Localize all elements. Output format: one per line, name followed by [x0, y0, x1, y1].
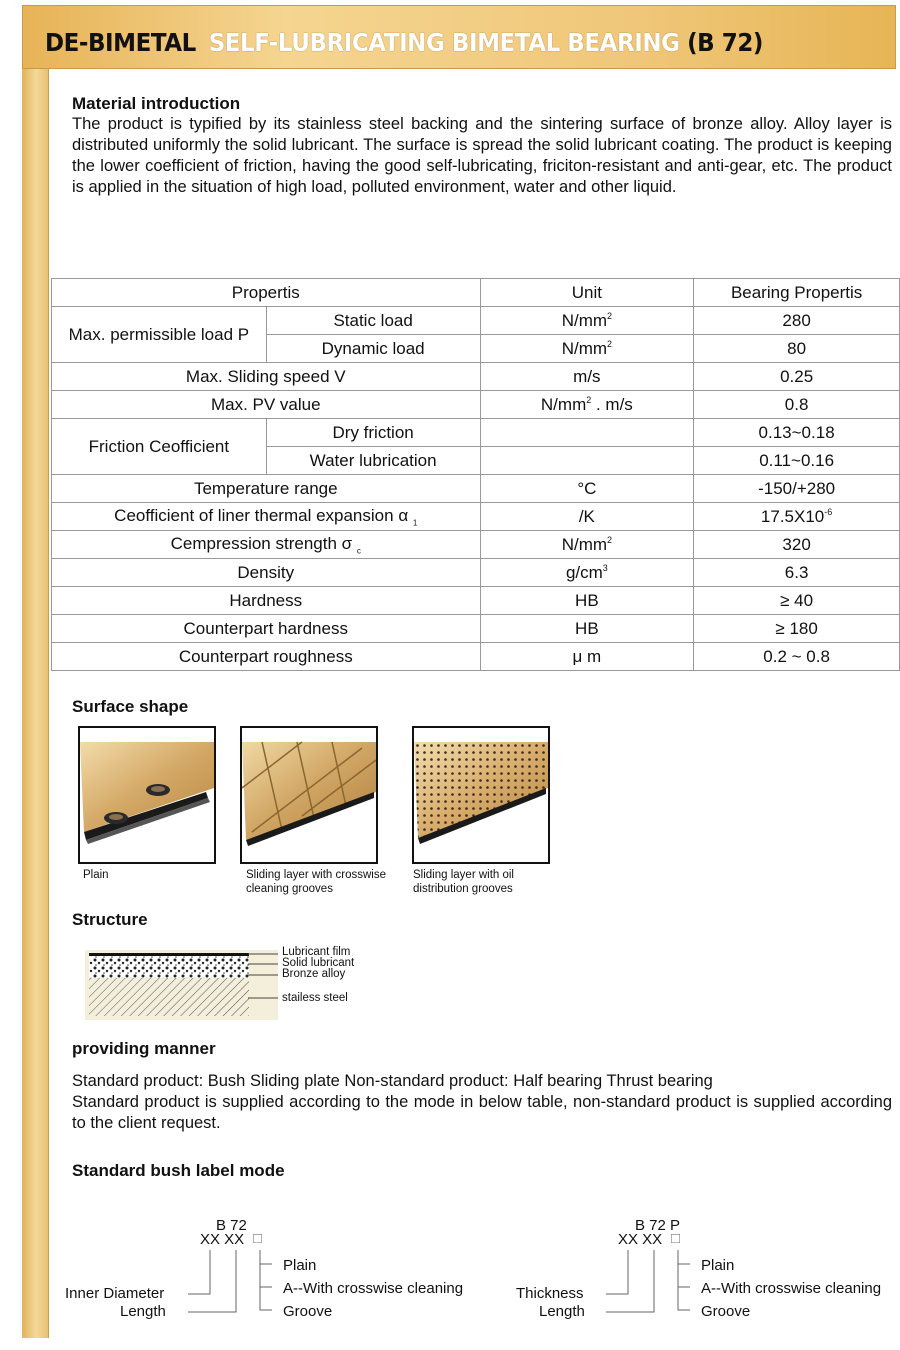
right-opt-plain: Plain — [701, 1257, 735, 1274]
header-properties: Propertis — [52, 279, 481, 307]
left-dim-inner-diameter: Inner Diameter — [65, 1285, 165, 1302]
table-row — [52, 503, 900, 531]
left-opt-plain: Plain — [283, 1257, 317, 1274]
row-label: Dynamic load — [266, 335, 480, 363]
row-unit: μ m — [480, 643, 694, 671]
providing-manner-text — [72, 1071, 892, 1134]
row-value: $17.5X10^{-6}$ — [694, 503, 900, 531]
right-bracket-lines — [606, 1250, 706, 1316]
table-row — [52, 531, 900, 559]
right-dim-thickness: Thickness — [516, 1285, 584, 1302]
table-row — [52, 615, 900, 643]
layer-stainless-steel: stailess steel — [282, 992, 348, 1004]
row-label: Ceofficient of liner thermal expansion α $_1$ — [52, 503, 481, 531]
header-unit: Unit — [480, 279, 694, 307]
row-unit — [480, 419, 694, 447]
right-opt-crosswise: A--With crosswise cleaning — [701, 1280, 882, 1297]
product-code: (B 72) — [687, 28, 763, 57]
row-label: Temperature range — [52, 475, 481, 503]
caption-crosswise: Sliding layer with crosswise cleaning grooves — [246, 869, 386, 895]
row-unit: m/s — [480, 363, 694, 391]
row-label: Counterpart hardness — [52, 615, 481, 643]
table-row — [52, 587, 900, 615]
row-unit: °C — [480, 475, 694, 503]
row-unit: $N/mm^2$ — [480, 335, 694, 363]
table-row — [52, 559, 900, 587]
intro-text: The product is typified by its stainless steel backing and the sintering surface of bronze alloy. Alloy layer is distributed uniformly the solid lubricant. The surface is spread the solid lubricant coating. The product is keeping the lower coefficient of friction, having the good self-lubricating, friciton-resistant and anti-gear, etc. The product is applied in the situation of high load, polluted environment, water and other liquid. — [72, 115, 892, 196]
row-value: ≥ 180 — [694, 615, 900, 643]
row-value: 0.13~0.18 — [694, 419, 900, 447]
row-value: 0.8 — [694, 391, 900, 419]
row-label: Max. PV value — [52, 391, 481, 419]
plain-surface-image — [78, 726, 216, 864]
caption-oil-grooves: Sliding layer with oil distribution grooves — [413, 869, 514, 895]
left-xx: XX XX — [200, 1231, 245, 1248]
oil-distribution-grooves-image — [412, 726, 550, 864]
table-row — [52, 307, 900, 335]
caption-plain: Plain — [83, 869, 109, 881]
row-unit: $N/mm^2$ — [480, 307, 694, 335]
header-bearing-properties: Bearing Propertis — [694, 279, 900, 307]
row-unit: $g/cm^3$ — [480, 559, 694, 587]
layer-solid-lubricant: Solid lubricant — [282, 957, 355, 969]
row-value: 6.3 — [694, 559, 900, 587]
row-label: Dry friction — [266, 419, 480, 447]
table-row — [52, 643, 900, 671]
row-unit: $N/mm^2$ — [480, 531, 694, 559]
row-unit: /K — [480, 503, 694, 531]
page-title — [45, 28, 763, 57]
friction-group-label: Friction Ceofficient — [52, 419, 267, 475]
surface-shape-heading: Surface shape — [72, 697, 189, 716]
left-bracket-lines — [188, 1250, 288, 1316]
row-value: 320 — [694, 531, 900, 559]
left-code: B 72 — [216, 1217, 247, 1234]
title-bar — [22, 5, 896, 69]
row-unit: $N/mm^2$ . m/s — [480, 391, 694, 419]
providing-line-1: Standard product: Bush Sliding plate Non-standard product: Half bearing Thrust bearing — [72, 1072, 713, 1090]
product-title: SELF-LUBRICATING BIMETAL BEARING — [208, 28, 680, 57]
left-dim-length: Length — [120, 1303, 166, 1320]
row-unit: HB — [480, 615, 694, 643]
row-value: 0.11~0.16 — [694, 447, 900, 475]
right-xx: XX XX — [618, 1231, 663, 1248]
table-row — [52, 475, 900, 503]
providing-line-2: Standard product is supplied according to the mode in below table, non-standard product is supplied according to the client request. — [72, 1093, 892, 1132]
row-label: Max. Sliding speed V — [52, 363, 481, 391]
structure-leader-lines — [248, 950, 280, 1010]
row-value: ≥ 40 — [694, 587, 900, 615]
row-value: 80 — [694, 335, 900, 363]
intro-heading: Material introduction — [72, 94, 241, 113]
left-opt-groove: Groove — [283, 1303, 333, 1320]
left-decorative-bar — [22, 66, 49, 1338]
crosswise-grooves-image — [240, 726, 378, 864]
row-value: 280 — [694, 307, 900, 335]
row-value: -150/+280 — [694, 475, 900, 503]
left-opt-crosswise: A--With crosswise cleaning — [283, 1280, 464, 1297]
properties-table — [51, 278, 900, 671]
layer-lubricant-film: Lubricant film — [282, 946, 351, 958]
row-unit — [480, 447, 694, 475]
material-introduction — [72, 94, 892, 198]
row-label: Hardness — [52, 587, 481, 615]
right-code: B 72 P — [635, 1217, 681, 1234]
table-row — [52, 419, 900, 447]
structure-heading: Structure — [72, 910, 148, 929]
right-opt-groove: Groove — [701, 1303, 751, 1320]
row-label: Cempression strength σ $_c$ — [52, 531, 481, 559]
load-group-label: Max. permissible load P — [52, 307, 267, 363]
right-dim-length: Length — [539, 1303, 585, 1320]
left-box-icon: □ — [253, 1230, 263, 1247]
row-label: Density — [52, 559, 481, 587]
providing-manner-heading: providing manner — [72, 1039, 216, 1058]
table-row — [52, 391, 900, 419]
row-value: 0.25 — [694, 363, 900, 391]
table-row — [52, 363, 900, 391]
row-label: Static load — [266, 307, 480, 335]
label-mode-heading: Standard bush label mode — [72, 1161, 285, 1180]
row-label: Water lubrication — [266, 447, 480, 475]
right-box-icon: □ — [671, 1230, 681, 1247]
row-value: 0.2 ~ 0.8 — [694, 643, 900, 671]
row-unit: HB — [480, 587, 694, 615]
row-label: Counterpart roughness — [52, 643, 481, 671]
brand-name: DE-BIMETAL — [45, 28, 196, 57]
layer-bronze-alloy: Bronze alloy — [282, 968, 346, 980]
table-header-row — [52, 279, 900, 307]
